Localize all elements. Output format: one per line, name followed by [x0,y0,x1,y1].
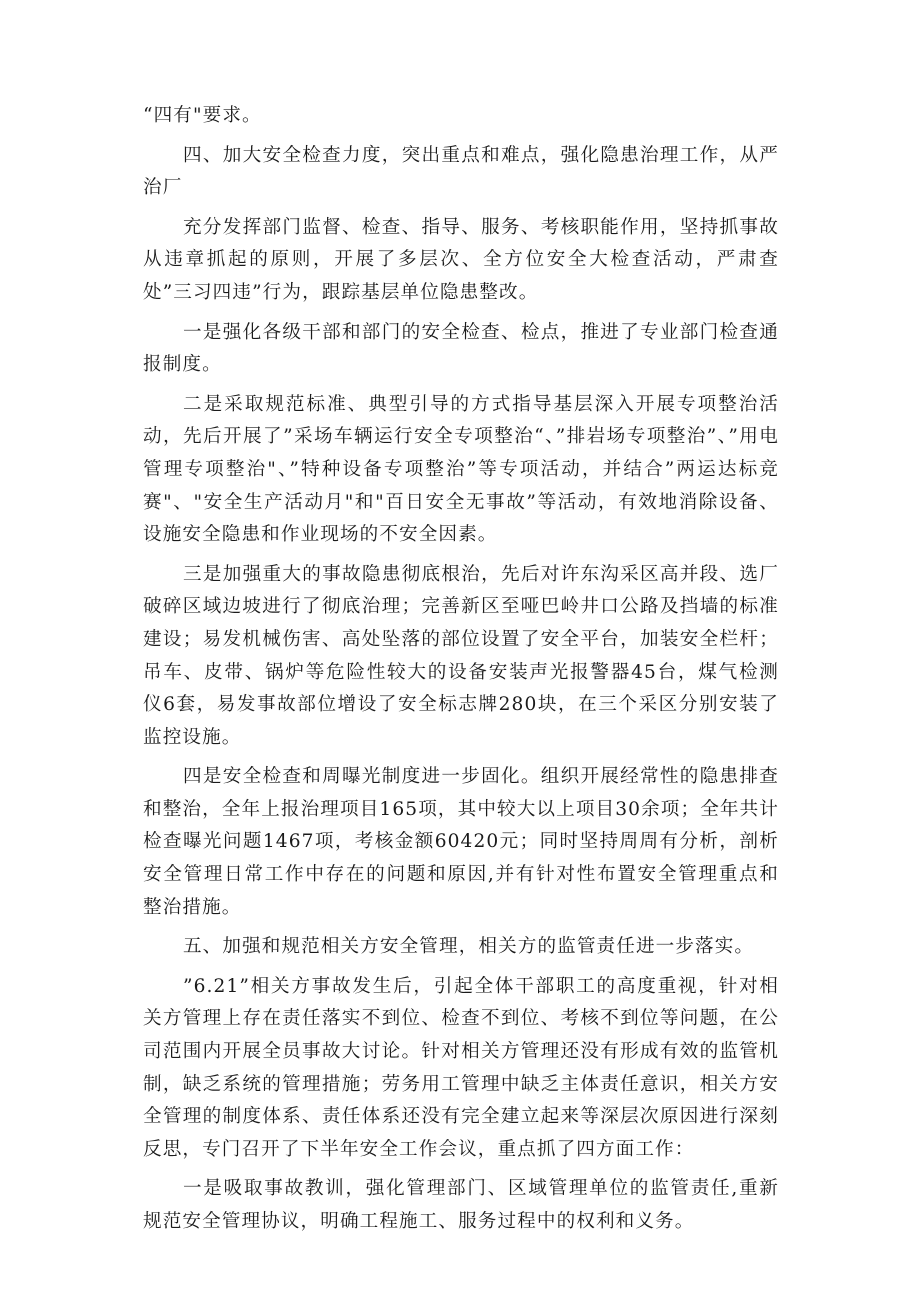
paragraph-9: ”6.21”相关方事故发生后，引起全体干部职工的高度重视，针对相关方管理上存在责任落实不到位、检查不到位、考核不到位等问题，在公司范围内开展全员事故大讨论。针对相关方管理还没有形成有效的监管机制，缺乏系统的管理措施；劳务用工管理中缺乏主体责任意识，相关方安全管理的制度体系、责任体系还没有完全建立起来等深层次原因进行深刻反思，专门召开了下半年安全工作会议，重点抓了四方面工作： [143,975,779,1160]
section-heading-4: 四、加大安全检查力度，突出重点和难点，强化隐患治理工作，从严治厂 [143,144,779,199]
paragraph-10: 一是吸取事故教训，强化管理部门、区域管理单位的监管责任,重新规范安全管理协议，明确工程施工、服务过程中的权利和义务。 [143,1178,779,1232]
paragraph-4: 一是强化各级干部和部门的安全检查、检点，推进了专业部门检查通报制度。 [143,321,779,376]
paragraph-3: 充分发挥部门监督、检查、指导、服务、考核职能作用，坚持抓事故从违章抓起的原则，开展了多层次、全方位安全大检查活动，严肃查处”三习四违”行为，跟踪基层单位隐患整改。 [143,216,779,303]
document-page [143,100,779,1239]
paragraph-7: 四是安全检查和周曝光制度进一步固化。组织开展经常性的隐患排查和整治，全年上报治理项目165项，其中较大以上项目30余项；全年共计检查曝光问题1467项，考核金额60420元；同时坚持周周有分析，剖析安全管理日常工作中存在的问题和原因,并有针对性布置安全管理重点和整治措施。 [143,766,779,918]
paragraph-1: “四有"要求。 [143,105,262,126]
section-heading-5: 五、加强和规范相关方安全管理，相关方的监管责任进一步落实。 [182,936,755,958]
paragraph-6: 三是加强重大的事故隐患彻底根治，先后对许东沟采区高并段、选厂破碎区域边坡进行了彻底治理；完善新区至哑巴岭井口公路及挡墙的标准建设；易发机械伤害、高处坠落的部位设置了安全平台，加装安全栏杆；吊车、皮带、锅炉等危险性较大的设备安装声光报警器45台，煤气检测仪6套，易发事故部位增设了安全标志牌280块，在三个采区分别安装了监控设施。 [143,563,779,748]
paragraph-5: 二是采取规范标准、典型引导的方式指导基层深入开展专项整治活动，先后开展了”采场车辆运行安全专项整治“、”排岩场专项整治”、”用电管理专项整治"、”特种设备专项整治”等专项活动，并结合”两运达标竞赛"、"安全生产活动月"和"百日安全无事故”等活动，有效地消除设备、设施安全隐患和作业现场的不安全因素。 [143,393,779,546]
